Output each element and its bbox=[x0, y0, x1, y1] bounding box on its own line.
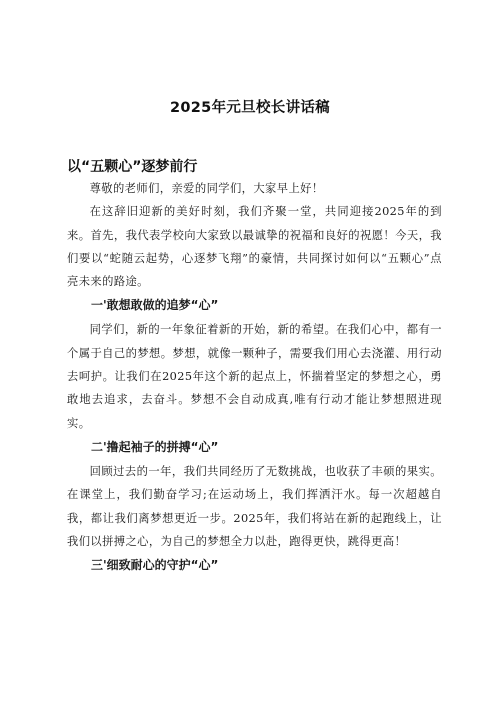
section-heading-3: 三'细致耐心的守护“心” bbox=[91, 558, 219, 573]
page-title: 2025年元旦校长讲话稿 bbox=[170, 100, 330, 116]
section-body-2: 回顾过去的一年，我们共同经历了无数挑战，也收获了丰硕的果实。在课堂上，我们勤奋学习;在运动场上，我们挥洒汗水。每一次超越自我，都让我们离梦想更近一步。2025年，我们将站在新的起跑线上，让我们以拼搏之心，为自己的梦想全力以赴，跑得更快，跳得更高！ bbox=[67, 464, 442, 548]
section-heading-2: 二'撸起袖子的拼搏“心” bbox=[91, 439, 219, 454]
section-heading-1: 一'敢想敢做的追梦“心” bbox=[91, 298, 219, 313]
intro-paragraph: 在这辞旧迎新的美好时刻，我们齐聚一堂，共同迎接2025年的到来。首先，我代表学校向大家致以最诚挚的祝福和良好的祝愿！今天，我们要以“蛇随云起势，心逐梦飞翔”的豪情，共同探讨如何以“五颗心”点亮未来的路途。 bbox=[67, 205, 442, 289]
greeting-paragraph: 尊敬的老师们，亲爱的同学们，大家早上好！ bbox=[89, 182, 324, 195]
document-subtitle: 以“五颗心”逐梦前行 bbox=[67, 159, 198, 175]
section-body-1: 同学们，新的一年象征着新的开始，新的希望。在我们心中，都有一个属于自己的梦想。梦想，就像一颗种子，需要我们用心去浇灌、用行动去呵护。让我们在2025年这个新的起点上，怀揣着坚定的梦想之心，勇敢地去追求，去奋斗。梦想不会自动成真,唯有行动才能让梦想照进现实。 bbox=[67, 323, 442, 430]
document-body bbox=[67, 177, 442, 578]
